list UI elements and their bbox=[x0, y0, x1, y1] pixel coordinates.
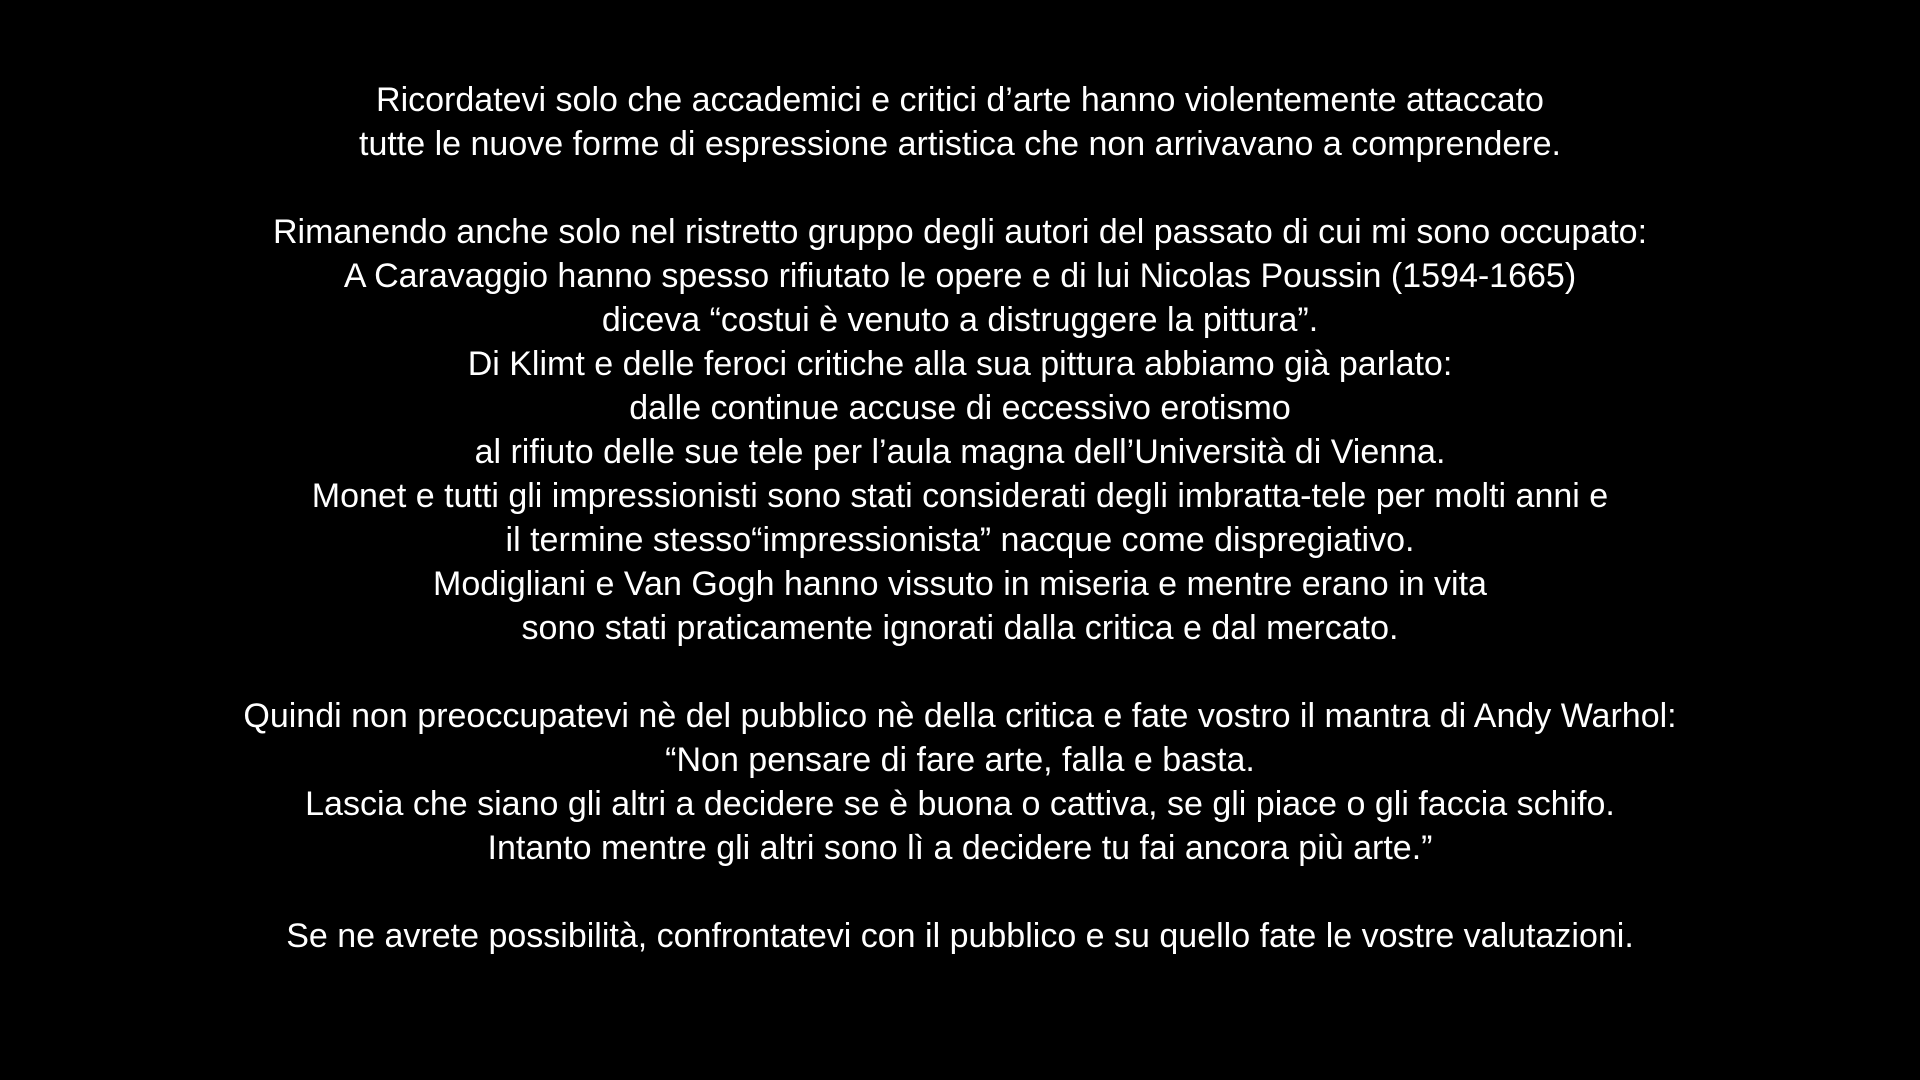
text-line: al rifiuto delle sue tele per l’aula magna dell’Università di Vienna. bbox=[474, 433, 1446, 471]
paragraph-warhol-quote bbox=[0, 694, 1920, 870]
text-line: il termine stesso“impressionista” nacque come dispregiativo. bbox=[505, 521, 1415, 559]
paragraph-closing bbox=[0, 914, 1920, 958]
text-line: sono stati praticamente ignorati dalla critica e dal mercato. bbox=[521, 609, 1399, 647]
text-line: Se ne avrete possibilità, confrontatevi con il pubblico e su quello fate le vostre valutazioni. bbox=[286, 917, 1634, 955]
text-line: A Caravaggio hanno spesso rifiutato le opere e di lui Nicolas Poussin (1594-1665) bbox=[343, 257, 1577, 295]
paragraph-spacer bbox=[0, 166, 1920, 210]
text-line: tutte le nuove forme di espressione artistica che non arrivavano a comprendere. bbox=[359, 125, 1561, 163]
text-line: Monet e tutti gli impressionisti sono stati considerati degli imbratta-tele per molti anni e bbox=[311, 477, 1609, 515]
text-line: Di Klimt e delle feroci critiche alla sua pittura abbiamo già parlato: bbox=[467, 345, 1453, 383]
paragraph-intro bbox=[0, 78, 1920, 166]
text-line: dalle continue accuse di eccessivo erotismo bbox=[629, 389, 1291, 427]
paragraph-artists bbox=[0, 210, 1920, 650]
text-line: Ricordatevi solo che accademici e critici d’arte hanno violentemente attaccato bbox=[376, 81, 1544, 119]
text-line: Intanto mentre gli altri sono lì a decidere tu fai ancora più arte.” bbox=[487, 829, 1433, 867]
text-line: diceva “costui è venuto a distruggere la pittura”. bbox=[601, 301, 1319, 339]
paragraph-spacer bbox=[0, 650, 1920, 694]
text-line: Lascia che siano gli altri a decidere se è buona o cattiva, se gli piace o gli faccia schifo. bbox=[305, 785, 1615, 823]
paragraph-spacer bbox=[0, 870, 1920, 914]
text-line: Rimanendo anche solo nel ristretto gruppo degli autori del passato di cui mi sono occupato: bbox=[272, 213, 1648, 251]
text-line: Modigliani e Van Gogh hanno vissuto in miseria e mentre erano in vita bbox=[433, 565, 1487, 603]
text-line: “Non pensare di fare arte, falla e basta. bbox=[665, 741, 1255, 779]
text-line: Quindi non preoccupatevi nè del pubblico nè della critica e fate vostro il mantra di Andy Warhol: bbox=[243, 697, 1677, 735]
slide-text-block bbox=[0, 78, 1920, 958]
